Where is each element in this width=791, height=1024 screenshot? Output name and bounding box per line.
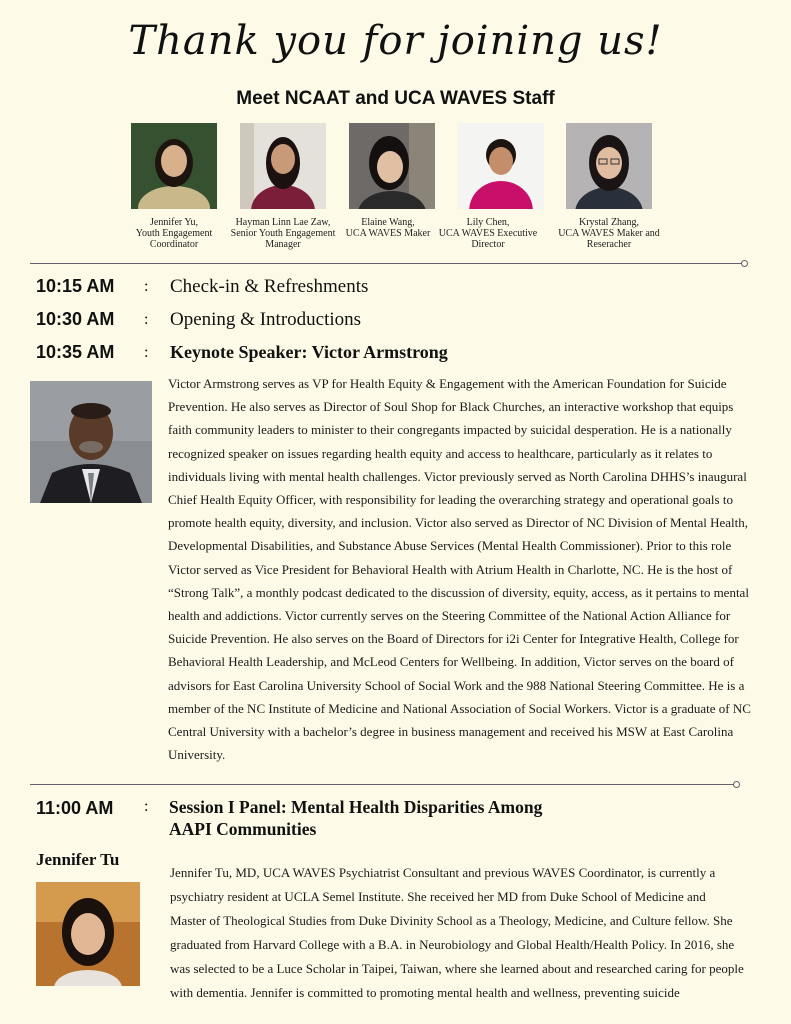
section-divider <box>30 263 742 264</box>
panelist-name: Jennifer Tu <box>36 850 120 869</box>
thank-you-heading: Thank you for joining us! <box>128 18 663 64</box>
staff-role: UCA WAVES Maker <box>345 228 431 239</box>
staff-photo-elaine-wang <box>349 123 435 209</box>
staff-name: Krystal Zhang, <box>579 217 639 228</box>
panelist-photo <box>36 882 140 986</box>
staff-role: UCA WAVES Maker and Reseracher <box>558 228 660 250</box>
schedule-title: Opening & Introductions <box>170 309 362 330</box>
staff-role: Youth Engagement Coordinator <box>135 228 213 250</box>
schedule-time: 10:30 AM <box>36 309 115 329</box>
divider-end-dot <box>733 781 740 788</box>
session-title <box>169 796 729 840</box>
schedule-colon: : <box>144 278 149 295</box>
keynote-title: Keynote Speaker: Victor Armstrong <box>170 342 448 362</box>
staff-caption-krystal-zhang <box>549 217 669 250</box>
staff-role: Senior Youth Engagement Manager <box>230 228 336 250</box>
staff-photo-jennifer-yu <box>131 123 217 209</box>
staff-photo-krystal-zhang <box>566 123 652 209</box>
keynote-speaker-bio: Victor Armstrong serves as VP for Health Equity & Engagement with the American Foundation for Suicide Prevention. He also serves as Director of Soul Shop for Black Churches, an interactive workshop that equips faith community leaders to minister to their congregants impacted by suicidal desperation. He is a nationally recognized speaker on issues regarding health equity and access to healthcare, particularly as it relates to individuals living with mental health challenges. Victor previously served as North Carolina DHHS’s inaugural Chief Health Equity Officer, with responsibility for leading the overarching strategy and operational goals to promote health equity, diversity, and inclusion. Victor also served as Director of NC Division of Mental Health, Developmental Disabilities, and Substance Abuse Services (Mental Health Commissioner). Prior to this role Victor served as Vice President for Behavioral Health with Atrium Health in Charlotte, NC. He is the host of “Strong Talk”, a monthly podcast dedicated to the discussion of diversity, equity, access, as it pertains to mental health and addictions. Victor currently serves on the Steering Committee of the National Action Alliance for Suicide Prevention. He also serves on the Board of Directors for i2i Center for Integrative Health, College for Behavioral Health Leadership, and McLeod Centers for Wellbeing. In addition, Victor serves on the board of advisors for East Carolina University School of Social Work and the 988 National Steering Committee. He is a member of the NC Institute of Medicine and National Association of Social Workers. Victor is a graduate of NC Central University with a bachelor’s degree in business management and received his MSW at East Carolina University. <box>168 376 751 763</box>
staff-name: Elaine Wang, <box>361 217 415 228</box>
session-time: 11:00 AM <box>36 798 114 818</box>
staff-name: Lily Chen, <box>466 217 510 228</box>
schedule-time: 10:35 AM <box>36 342 115 362</box>
staff-photo-lily-chen <box>458 123 544 209</box>
schedule-colon: : <box>144 344 149 361</box>
session-colon: : <box>144 798 149 815</box>
session-title-line: Session I Panel: Mental Health Disparities Among <box>169 797 543 817</box>
staff-name: Jennifer Yu, <box>150 217 198 228</box>
staff-caption-lily-chen <box>428 217 548 250</box>
staff-caption-jennifer-yu <box>114 217 234 250</box>
staff-name: Hayman Linn Lae Zaw, <box>235 217 331 228</box>
staff-caption-hayman <box>223 217 343 250</box>
keynote-speaker-photo <box>30 381 152 503</box>
meet-staff-heading: Meet NCAAT and UCA WAVES Staff <box>236 88 555 109</box>
section-divider <box>30 784 734 785</box>
schedule-colon: : <box>144 311 149 328</box>
panelist-bio: Jennifer Tu, MD, UCA WAVES Psychiatrist Consultant and previous WAVES Coordinator, is currently a psychiatry resident at UCLA Semel Institute. She received her MD from Duke School of Medicine and Master of Theological Studies from Duke Divinity School as a Theology, Medicine, and Culture fellow. She graduated from Harvard College with a B.A. in Neurobiology and Global Health/Health Policy. In 2016, she was selected to be a Luce Scholar in Taipei, Taiwan, where she learned about and researched caring for people with dementia. Jennifer is committed to promoting mental health and wellness, preventing suicide <box>170 865 744 1000</box>
schedule-title: Check-in & Refreshments <box>170 276 369 297</box>
divider-end-dot <box>741 260 748 267</box>
staff-photo-hayman-linn-lae-zaw <box>240 123 326 209</box>
session-title-line: AAPI Communities <box>169 819 317 839</box>
staff-role: UCA WAVES Executive Director <box>438 228 538 250</box>
schedule-time: 10:15 AM <box>36 276 115 296</box>
